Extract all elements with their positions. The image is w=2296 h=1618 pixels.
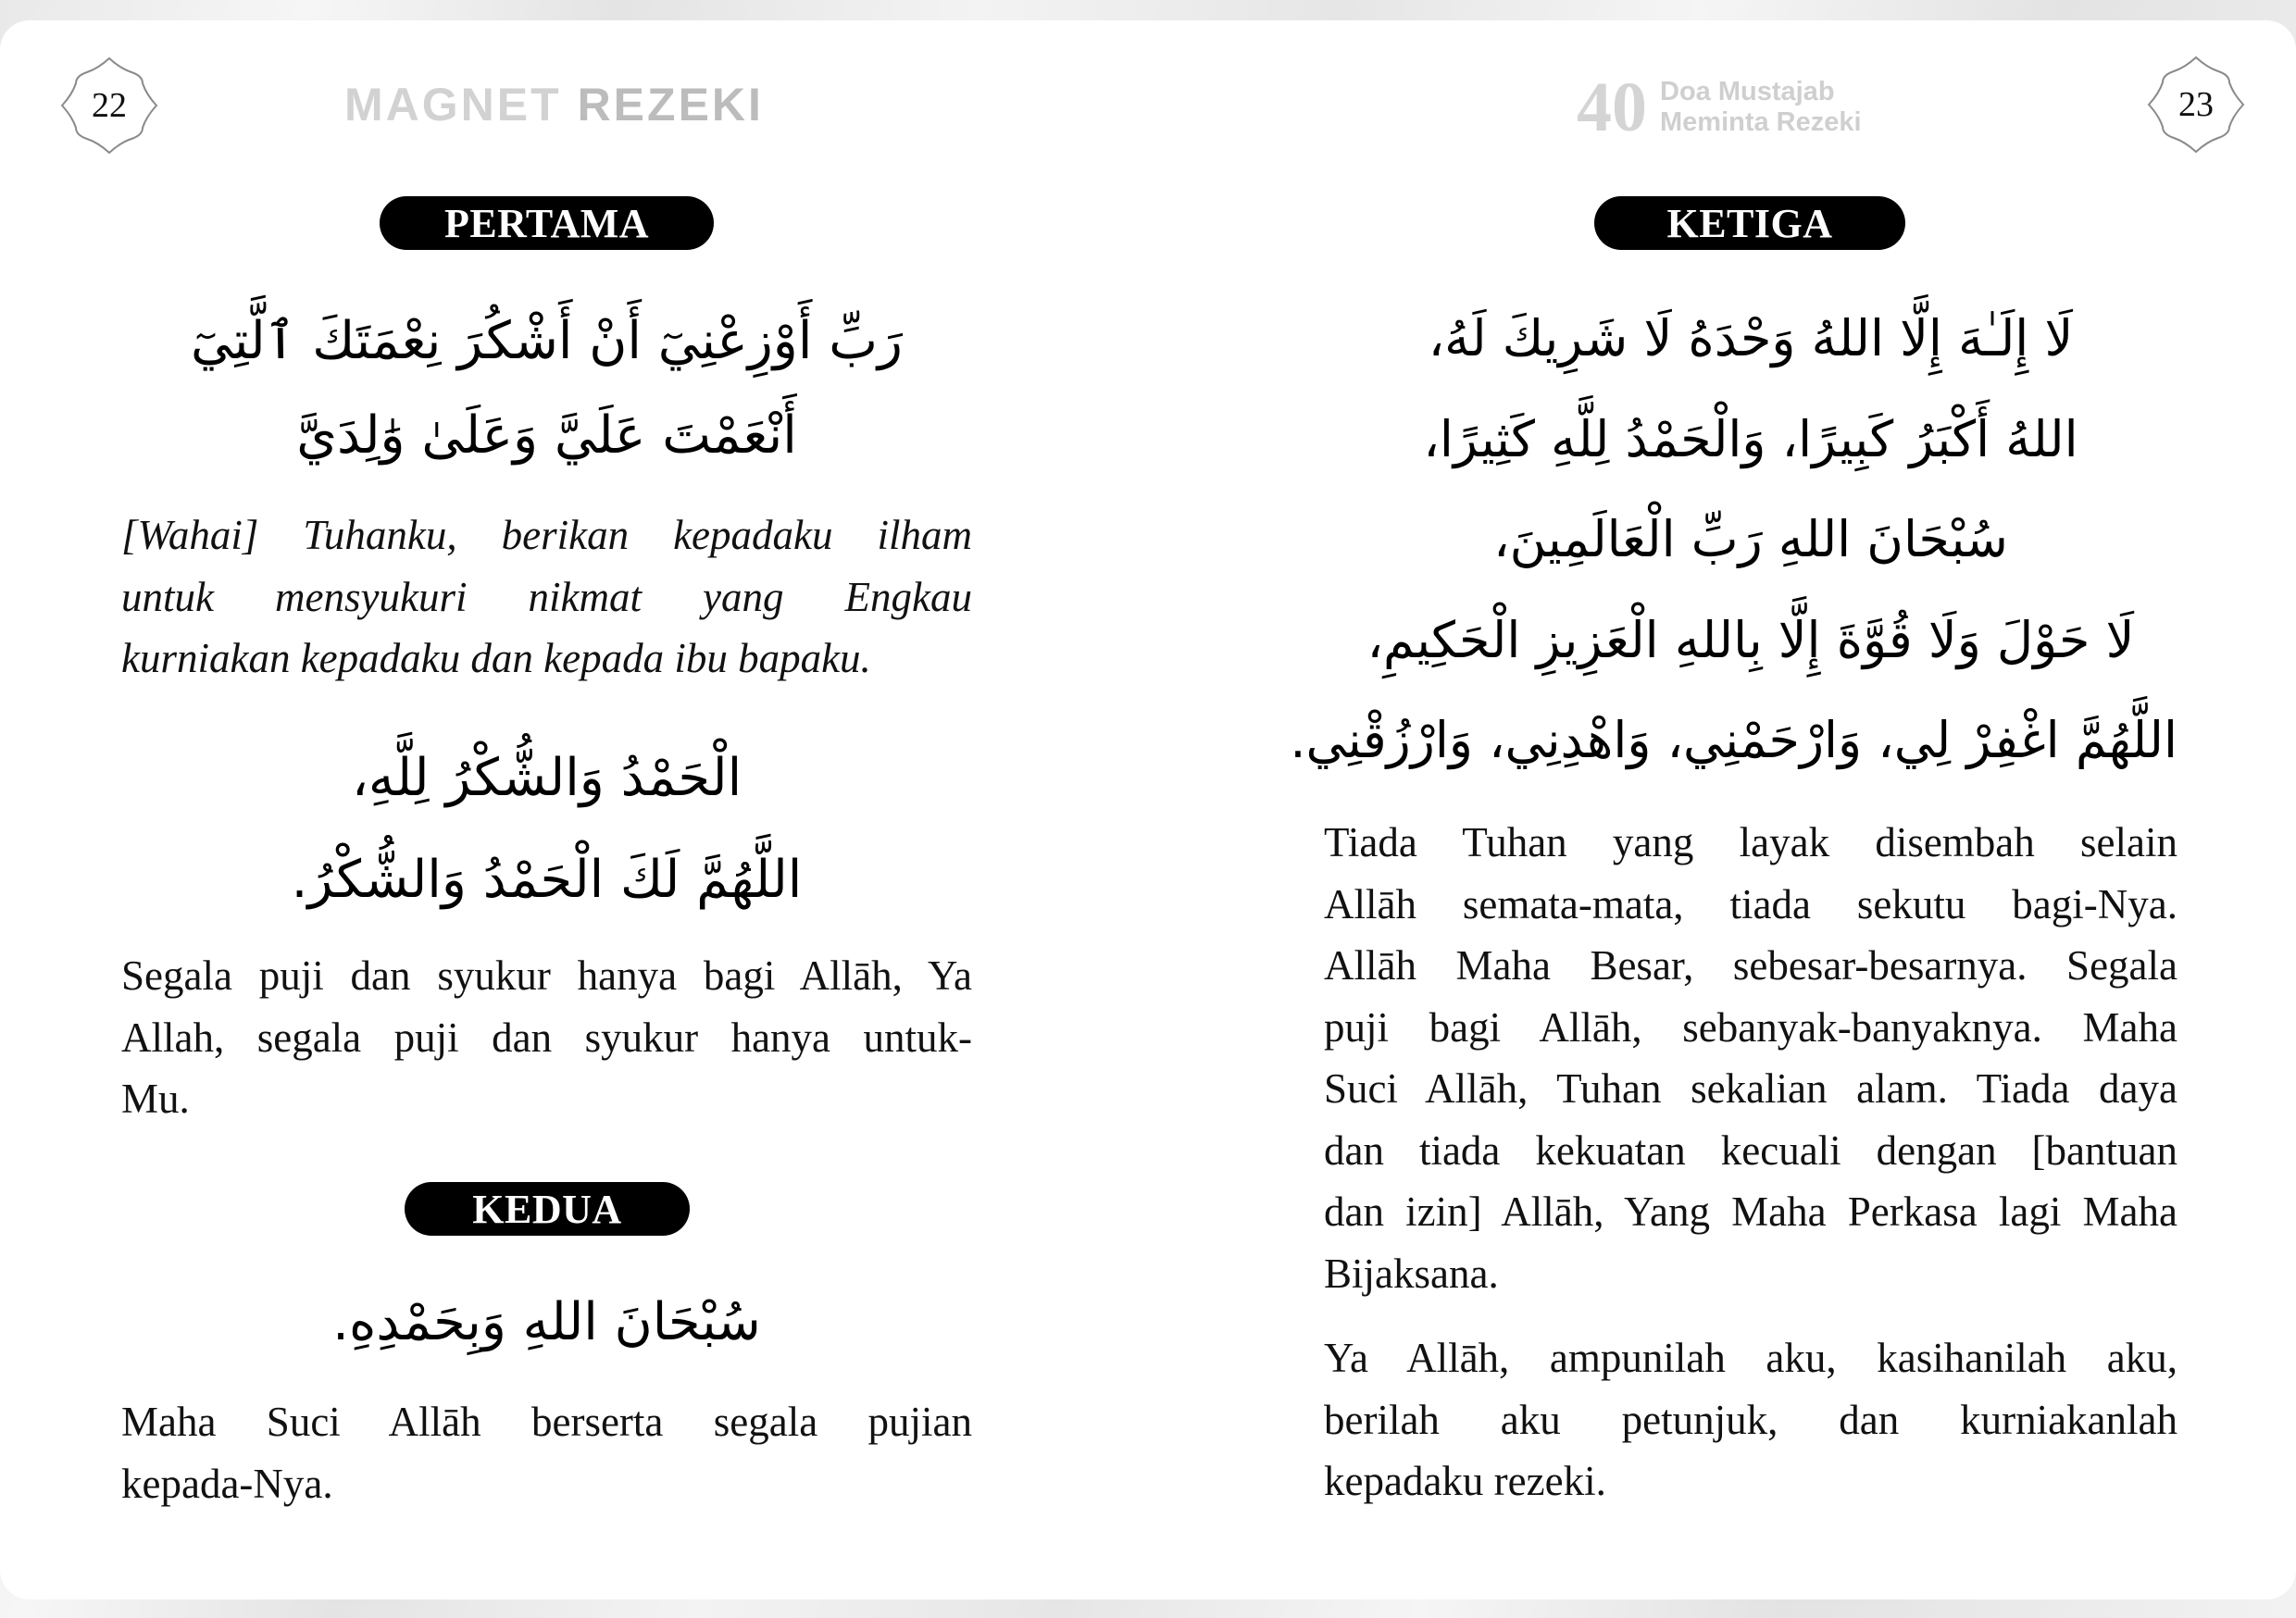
text-line: kepadaku rezeki. (1324, 1458, 1606, 1504)
text-line: berilah aku petunjuk, dan kurniakanlah (1324, 1396, 2177, 1443)
arabic-line: سُبْحَانَ اللهِ وَبِحَمْدِهِ. (332, 1292, 761, 1352)
text-line: Allāh semata-mata, tiada sekutu bagi-Nya. (1324, 880, 2177, 927)
page-number-badge-right (2146, 55, 2246, 155)
arabic-line: اللَّهُمَّ لَكَ الْحَمْدُ وَالشُّكْرُ. (291, 850, 803, 910)
text-line: Maha Suci Allāh berserta segala pujian (121, 1399, 972, 1445)
translation-4 (1324, 812, 2177, 1304)
arabic-line: اللَّهُمَّ اغْفِرْ لِي، وَارْحَمْنِي، وَاهْدِنِي، وَارْزُقْنِي. (1290, 711, 2177, 769)
text-line: kepada-Nya. (121, 1460, 333, 1507)
arabic-prayer-3 (121, 1276, 972, 1370)
translation-2 (121, 945, 972, 1130)
text-line: Bijaksana. (1324, 1250, 1499, 1297)
translation-5 (1324, 1327, 2177, 1512)
text-line: Ya Allāh, ampunilah aku, kasihanilah aku, (1324, 1335, 2177, 1381)
text-line: dan tiada kekuatan kecuali dengan [bantuan (1324, 1126, 2177, 1174)
arabic-prayer-4 (1290, 289, 2177, 791)
section-heading-ketiga: KETIGA (1594, 196, 1905, 250)
section-heading-pertama: PERTAMA (380, 196, 714, 250)
arabic-line: الْحَمْدُ وَالشُّكْرُ لِلَّهِ، (351, 748, 742, 808)
text-line: Segala puji dan syukur hanya bagi Allāh, Ya (121, 952, 972, 999)
book-title-line1: Doa Mustajab (1660, 77, 1835, 106)
text-line: puji bagi Allāh, sebanyak-banyaknya. Maha (1324, 1003, 2177, 1051)
arabic-line: اللهُ أَكْبَرُ كَبِيرًا، وَالْحَمْدُ لِلَّهِ كَثِيرًا، (1423, 409, 2078, 468)
arabic-line: رَبِّ أَوْزِعْنِيٓ أَنْ أَشْكُرَ نِعْمَتَكَ ٱلَّتِيٓ (191, 311, 903, 371)
running-title-part2: REZEKI (577, 79, 764, 131)
arabic-line: لَا حَوْلَ وَلَا قُوَّةَ إِلَّا بِاللهِ الْعَزِيزِ الْحَكِيمِ، (1366, 610, 2135, 669)
arabic-line: لَا إِلَـٰهَ إِلَّا اللهُ وَحْدَهُ لَا شَرِيكَ لَهُ، (1428, 309, 2074, 367)
book-title-line2: Meminta Rezeki (1660, 107, 1862, 137)
arabic-prayer-2 (121, 728, 972, 931)
arabic-prayer-1 (121, 294, 972, 483)
book-title-number: 40 (1577, 68, 1647, 146)
running-title (344, 78, 764, 131)
text-line: Suci Allāh, Tuhan sekalian alam. Tiada daya (1324, 1065, 2177, 1112)
book-title (1577, 68, 1862, 146)
text-line: Tiada Tuhan yang layak disembah selain (1324, 819, 2177, 865)
page-number: 22 (92, 86, 127, 125)
text-line: untuk mensyukuri nikmat yang Engkau (121, 573, 972, 620)
section-heading-kedua: KEDUA (405, 1182, 690, 1236)
arabic-line: أَنْعَمْتَ عَلَيَّ وَعَلَىٰ وَٰلِدَيَّ (296, 405, 797, 466)
text-line: Allah, segala puji dan syukur hanya untuk- (121, 1014, 972, 1061)
page-number-badge-left (59, 56, 159, 156)
translation-1 (121, 504, 972, 690)
text-line: Mu. (121, 1076, 190, 1122)
arabic-line: سُبْحَانَ اللهِ رَبِّ الْعَالَمِينَ، (1493, 510, 2008, 568)
running-title-part1: MAGNET (344, 79, 562, 131)
text-line: Allāh Maha Besar, sebesar-besarnya. Segala (1324, 942, 2177, 989)
translation-3 (121, 1391, 972, 1514)
text-line: dan izin] Allāh, Yang Maha Perkasa lagi Maha (1324, 1189, 2177, 1235)
text-line: [Wahai] Tuhanku, berikan kepadaku ilham (121, 512, 972, 558)
page-number: 23 (2178, 85, 2214, 124)
text-line: kurniakan kepadaku dan kepada ibu bapaku. (121, 635, 871, 681)
